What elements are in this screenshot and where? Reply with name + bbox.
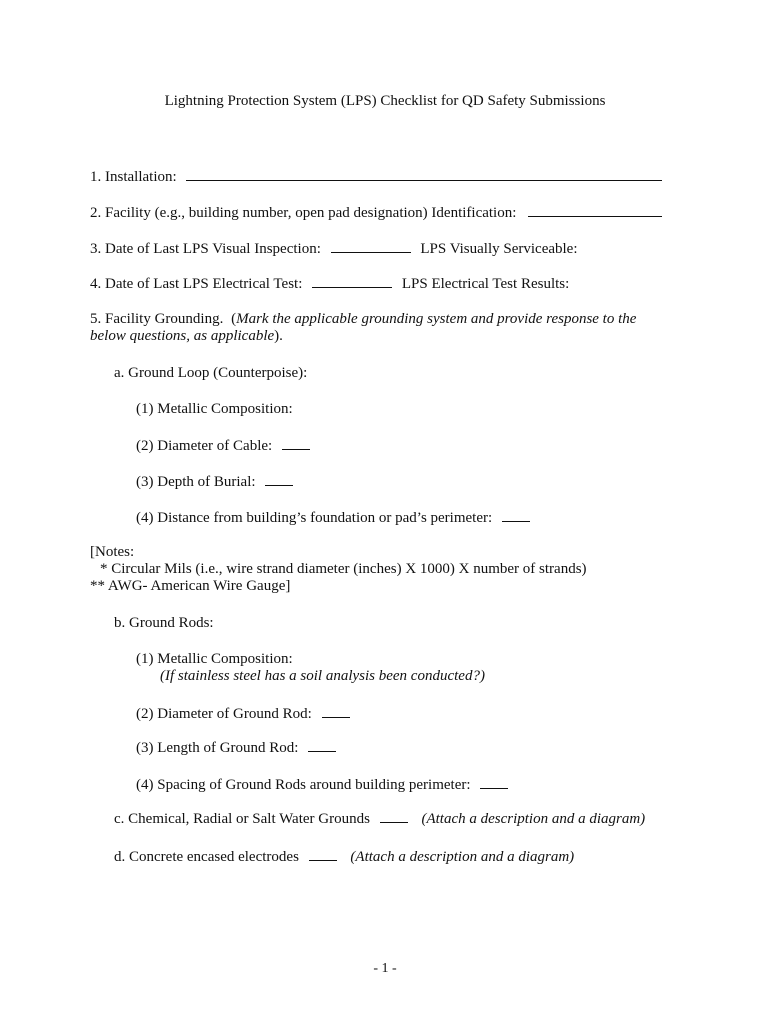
item-concrete-electrodes [114,846,574,866]
concrete-electrodes-field[interactable] [309,846,337,861]
ground-rods-spacing [136,774,508,794]
item-electrical-test [90,273,569,293]
visual-inspection-date-field[interactable] [331,238,411,253]
installation-field[interactable] [186,166,662,181]
ground-loop-metallic-label: (1) Metallic Composition: [136,401,293,417]
item-facility-grounding [90,310,636,328]
ground-loop-distance [136,507,530,527]
ground-rods-length [136,739,336,757]
ground-rods-spacing-label: (4) Spacing of Ground Rods around building perimeter: [136,777,471,793]
grounding-paren-open: ( [231,311,237,327]
item-facility-grounding-cont [90,327,283,345]
electrical-test-date-field[interactable] [312,273,392,288]
item-facility-id-label: 2. Facility (e.g., building number, open pad designation) Identification: [90,205,517,221]
stainless-steel-note: (If stainless steel has a soil analysis been conducted?) [160,668,485,684]
visually-serviceable-label: LPS Visually Serviceable: [420,241,578,257]
concrete-electrodes-label: d. Concrete encased electrodes [114,849,299,865]
facility-id-field[interactable] [528,202,662,217]
ground-loop-depth [136,471,293,491]
ground-rods-heading: b. Ground Rods: [114,615,214,631]
note-awg: ** AWG- American Wire Gauge] [90,578,291,594]
item-installation [90,166,662,186]
ground-loop-diameter [136,435,310,455]
ground-loop-diameter-label: (2) Diameter of Cable: [136,438,273,454]
page-number: - 1 - [373,961,397,976]
ground-rods-length-label: (3) Length of Ground Rod: [136,740,299,756]
ground-loop-heading: a. Ground Loop (Counterpoise): [114,365,308,381]
grounding-instruction-2: below questions, as applicable [90,328,275,344]
ground-loop-depth-label: (3) Depth of Burial: [136,474,256,490]
ground-rods-diameter [136,703,350,723]
electrical-test-results-label: LPS Electrical Test Results: [401,276,570,292]
item-visual-inspection [90,238,578,258]
notes-open: [Notes: [90,544,135,560]
rod-spacing-field[interactable] [480,774,508,789]
grounding-instruction-1: Mark the applicable grounding system and provide response to the [236,311,637,327]
rod-length-field[interactable] [308,739,336,752]
item-chemical-grounds [114,810,645,828]
chemical-grounds-label: c. Chemical, Radial or Salt Water Grounds [114,811,370,827]
item-facility-id [90,202,662,222]
rod-diameter-field[interactable] [322,703,350,718]
item-visual-inspection-label: 3. Date of Last LPS Visual Inspection: [90,241,321,257]
ground-rods-metallic [136,650,293,668]
chemical-grounds-note: (Attach a description and a diagram) [421,811,646,827]
document-title: Lightning Protection System (LPS) Checklist for QD Safety Submissions [164,93,606,109]
item-electrical-test-label: 4. Date of Last LPS Electrical Test: [90,276,303,292]
ground-loop-distance-label: (4) Distance from building’s foundation or pad’s perimeter: [136,510,493,526]
perimeter-distance-field[interactable] [502,507,530,522]
ground-rods-metallic-label: (1) Metallic Composition: [136,651,293,667]
ground-rods-diameter-label: (2) Diameter of Ground Rod: [136,706,312,722]
item-installation-label: 1. Installation: [90,169,177,185]
concrete-electrodes-note: (Attach a description and a diagram) [350,849,575,865]
ground-loop-metallic [136,400,293,418]
grounding-paren-close: ). [274,328,283,344]
note-circular-mils: * Circular Mils (i.e., wire strand diameter (inches) X 1000) X number of strands) [100,561,587,577]
item-facility-grounding-label: 5. Facility Grounding. [90,311,224,327]
chemical-grounds-field[interactable] [380,810,408,823]
burial-depth-field[interactable] [265,471,293,486]
cable-diameter-field[interactable] [282,435,310,450]
